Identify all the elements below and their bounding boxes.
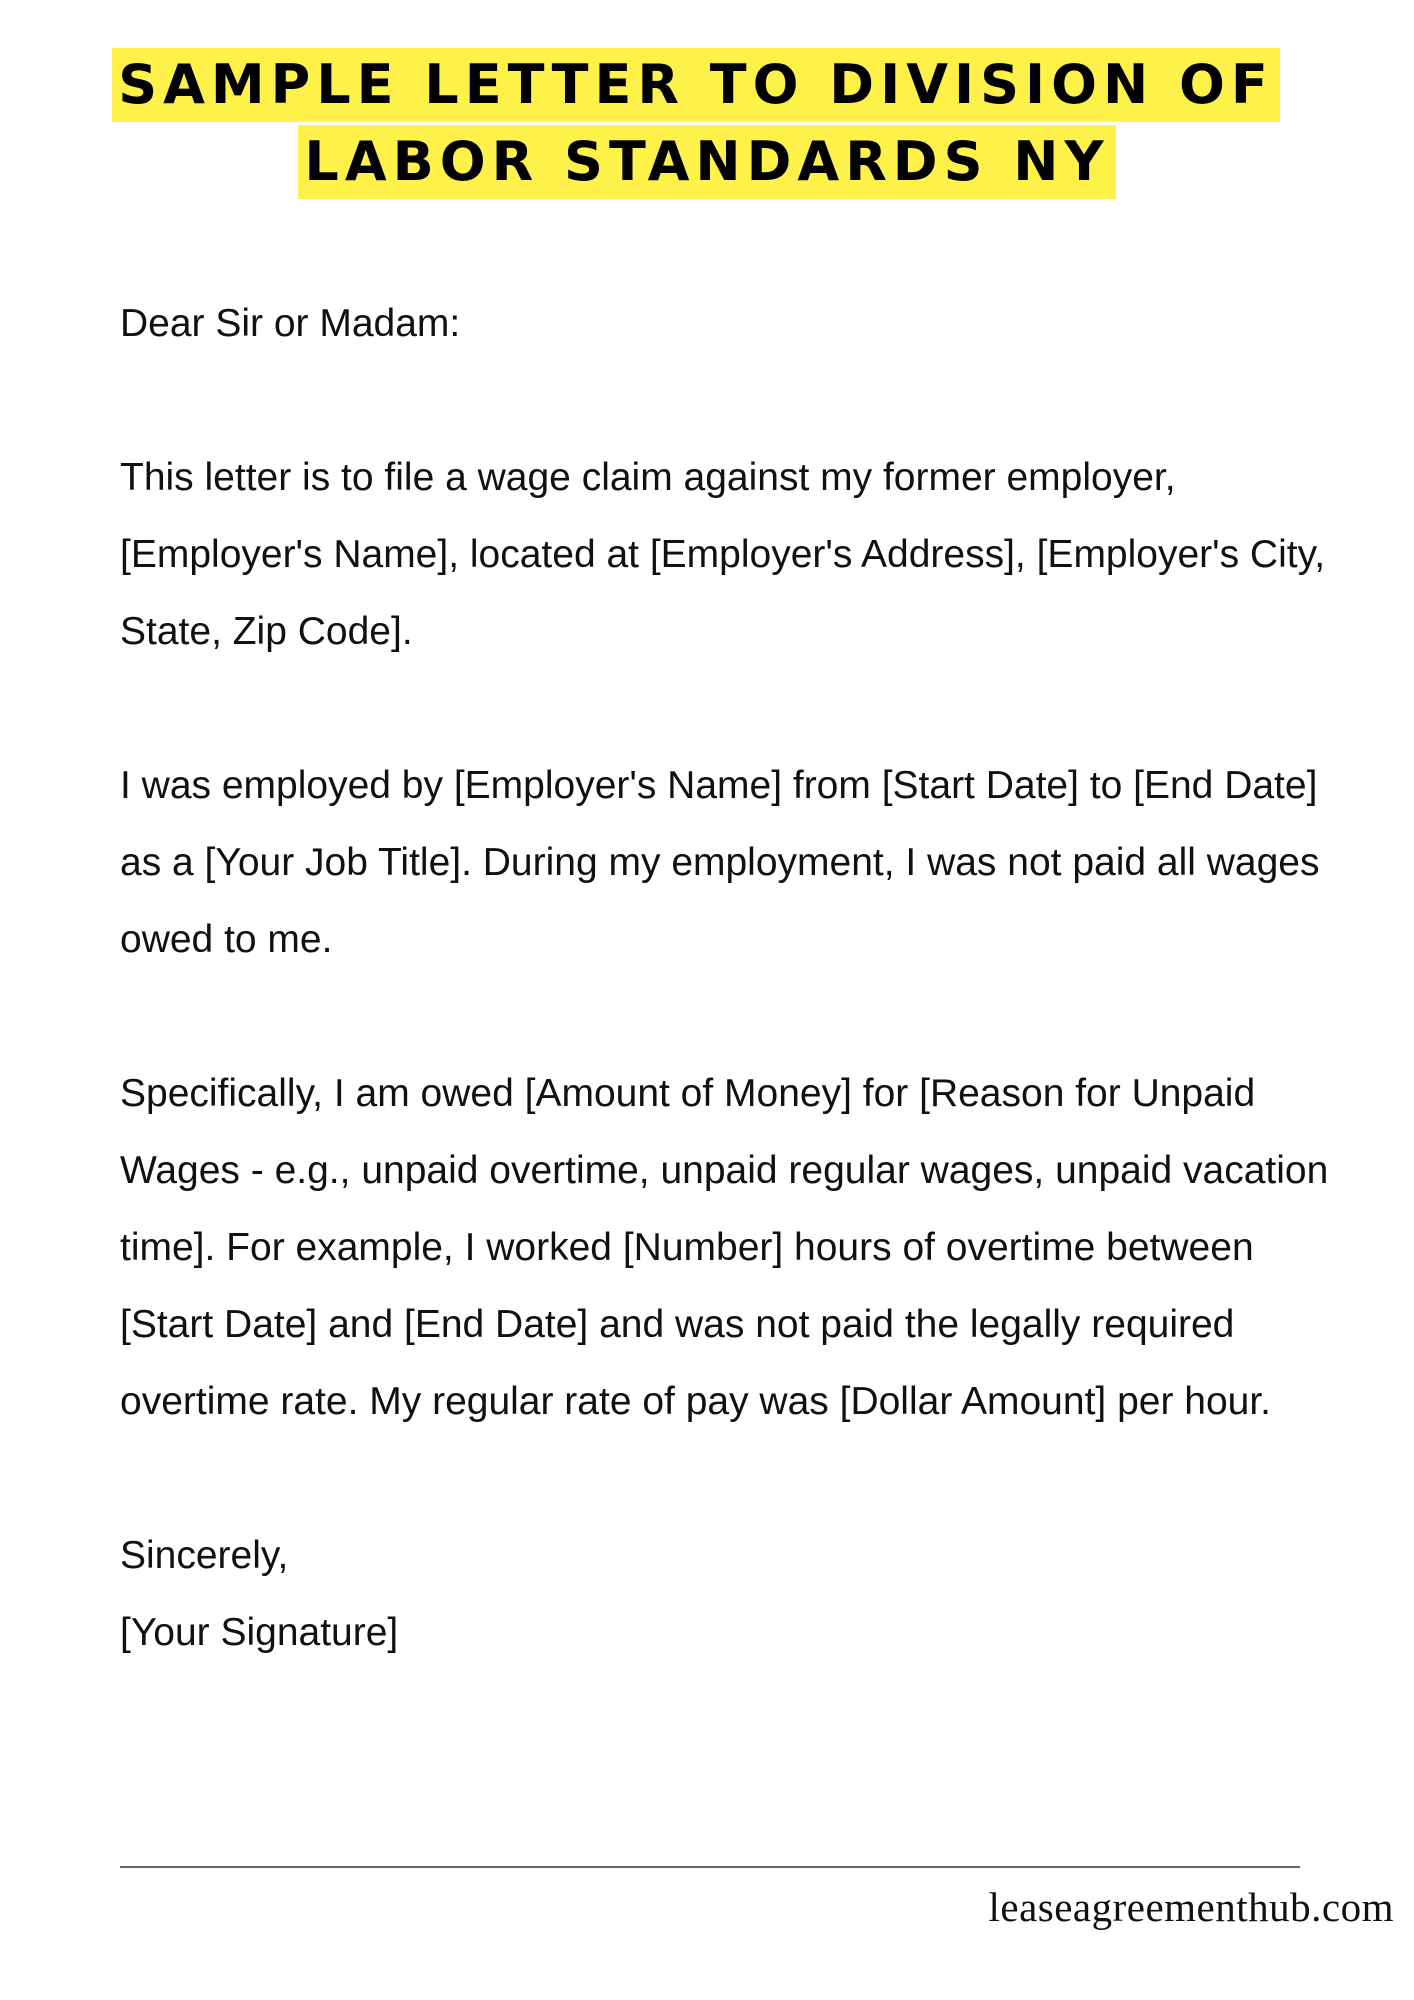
closing: Sincerely, xyxy=(120,1534,289,1577)
paragraph-amount-owed: Specifically, I am owed [Amount of Money] for [Reason for Unpaid Wages - e.g., unpaid overtime, unpaid regular wages, unpaid vacation time]. For example, I worked [Number] hours of overtime between [Start Date] and [End Date] and was not paid the legally required overtime rate. My regular rate of pay was [Dollar Amount] per hour. xyxy=(120,1072,1329,1423)
footer-divider xyxy=(120,1866,1300,1868)
paragraph-employment: I was employed by [Employer's Name] from [Start Date] to [End Date] as a [Your Job Title]. During my employment, I was not paid all wages owed to me. xyxy=(120,764,1320,961)
signature-placeholder: [Your Signature] xyxy=(120,1611,399,1654)
letter-body xyxy=(120,285,1340,1671)
document-title xyxy=(0,48,1414,199)
salutation: Dear Sir or Madam: xyxy=(120,302,461,345)
title-line-2: LABOR STANDARDS NY xyxy=(298,125,1115,199)
footer-website: leaseagreementhub.com xyxy=(988,1884,1394,1930)
title-line-1: SAMPLE LETTER TO DIVISION OF xyxy=(112,48,1280,122)
paragraph-claim-intro: This letter is to file a wage claim against my former employer, [Employer's Name], located at [Employer's Address], [Employer's City, State, Zip Code]. xyxy=(120,456,1326,653)
